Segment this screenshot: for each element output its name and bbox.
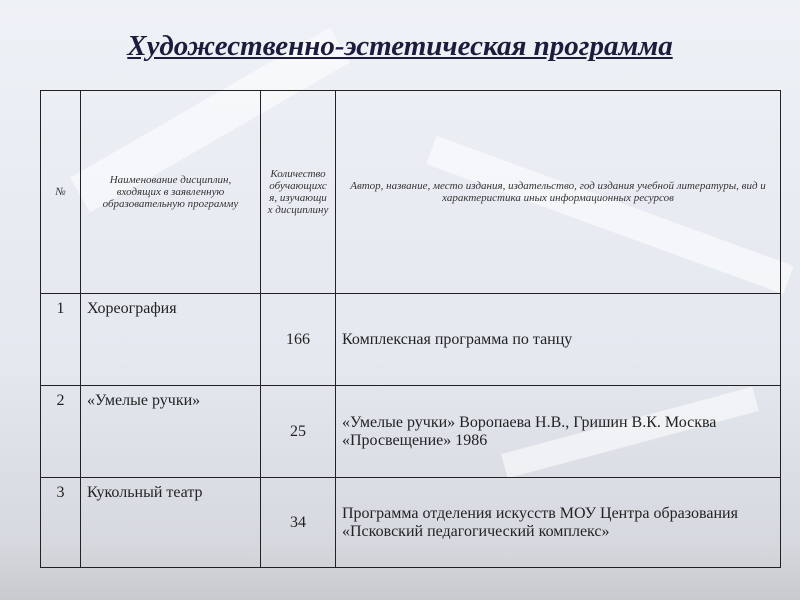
program-table — [40, 90, 781, 568]
table-row — [41, 478, 781, 568]
row-number: 2 — [41, 386, 81, 478]
row-number: 1 — [41, 294, 81, 386]
row-number: 3 — [41, 478, 81, 568]
table-header-row — [41, 91, 781, 294]
row-source: Программа отделения искусств МОУ Центра образования «Псковский педагогический комплекс» — [336, 478, 781, 568]
row-count: 25 — [261, 386, 336, 478]
header-discipline: Наименование дисциплин, входящих в заявленную образовательную программу — [81, 91, 261, 294]
row-discipline: Хореография — [81, 294, 261, 386]
row-source: Комплексная программа по танцу — [336, 294, 781, 386]
table-row — [41, 386, 781, 478]
header-source: Автор, название, место издания, издательство, год издания учебной литературы, вид и характеристика иных информационных ресурсов — [336, 91, 781, 294]
table-row — [41, 294, 781, 386]
row-count: 166 — [261, 294, 336, 386]
row-count: 34 — [261, 478, 336, 568]
header-number: № — [41, 91, 81, 294]
header-count: Количество обучающихся, изучающих дисциплину — [261, 91, 336, 294]
row-source: «Умелые ручки» Воропаева Н.В., Гришин В.К. Москва «Просвещение» 1986 — [336, 386, 781, 478]
row-discipline: Кукольный театр — [81, 478, 261, 568]
row-discipline: «Умелые ручки» — [81, 386, 261, 478]
page-title: Художественно-эстетическая программа — [127, 30, 673, 62]
